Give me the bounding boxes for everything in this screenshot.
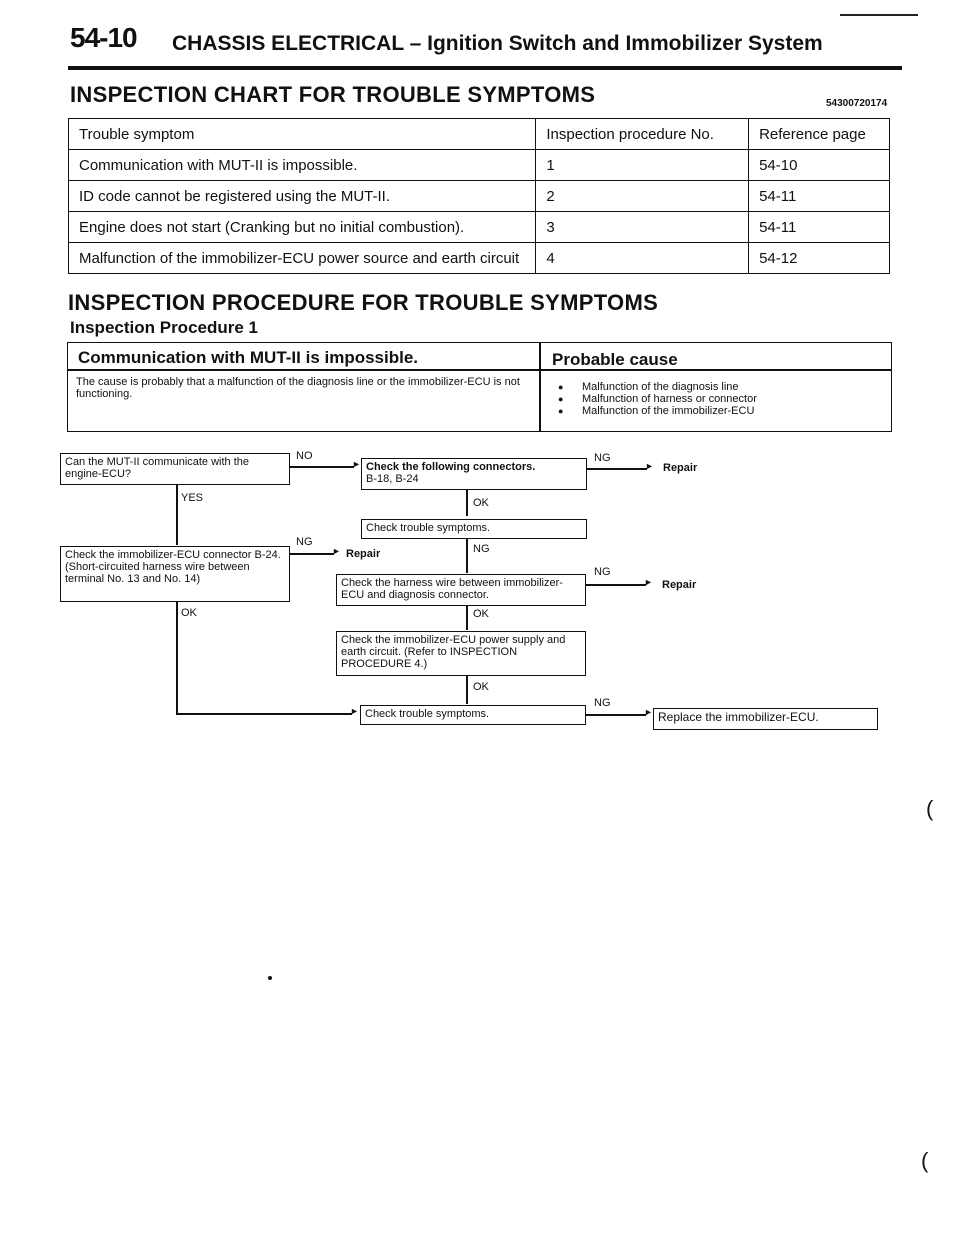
flow-label-ng: NG bbox=[296, 536, 313, 548]
probable-cause-header: Probable cause bbox=[552, 350, 678, 369]
flow-label-ng: NG bbox=[594, 566, 611, 578]
section-code: 54-10 bbox=[70, 22, 137, 53]
col-header: Inspection procedure No. bbox=[536, 119, 749, 150]
flow-connector bbox=[176, 485, 178, 545]
flow-connector bbox=[586, 714, 646, 716]
flow-label-ng: NG bbox=[594, 452, 611, 464]
scan-mark: ( bbox=[926, 796, 934, 821]
check-symptoms-final-box: Check trouble symptoms. bbox=[360, 705, 586, 725]
flow-question-box: Can the MUT-II communicate with the engine-ECU? bbox=[60, 453, 290, 485]
flow-connector bbox=[586, 584, 646, 586]
col-header: Trouble symptom bbox=[69, 119, 536, 150]
flow-connector bbox=[466, 676, 468, 704]
table-row bbox=[69, 150, 890, 181]
page-cell: 54-12 bbox=[749, 243, 890, 274]
chart-title: INSPECTION CHART FOR TROUBLE SYMPTOMS bbox=[70, 82, 596, 107]
replace-ecu-box: Replace the immobilizer-ECU. bbox=[653, 708, 878, 730]
page-cell: 54-10 bbox=[749, 150, 890, 181]
arrow-right-icon: ► bbox=[332, 546, 341, 556]
arrow-right-icon: ► bbox=[644, 707, 653, 717]
check-ecu-connector-note: (Short-circuited harness wire between terminal No. 13 and No. 14) bbox=[65, 561, 250, 585]
flow-label-ok: OK bbox=[473, 608, 489, 620]
repair-label: Repair bbox=[663, 462, 698, 474]
check-connectors-box bbox=[361, 458, 587, 490]
cause-item: ● Malfunction of the diagnosis line bbox=[558, 381, 757, 393]
flow-connector bbox=[466, 490, 468, 516]
scan-dot bbox=[268, 976, 272, 980]
flow-label-ng: NG bbox=[594, 697, 611, 709]
flow-connector bbox=[176, 713, 352, 715]
repair-label: Repair bbox=[346, 548, 381, 560]
symptom-cell: Communication with MUT-II is impossible. bbox=[69, 150, 536, 181]
flow-label-ng: NG bbox=[473, 543, 490, 555]
procedure-cell: 3 bbox=[536, 212, 749, 243]
table-header-row bbox=[69, 119, 890, 150]
flow-label-no: NO bbox=[296, 450, 313, 462]
flow-connector bbox=[587, 468, 647, 470]
top-rule bbox=[840, 14, 918, 16]
check-connectors-list: B-18, B-24 bbox=[366, 473, 419, 485]
flow-label-yes: YES bbox=[181, 492, 204, 504]
procedure-box-rule bbox=[67, 369, 892, 371]
check-symptoms-box: Check trouble symptoms. bbox=[361, 519, 587, 539]
check-connectors-title: Check the following connectors. bbox=[366, 461, 536, 473]
flow-connector bbox=[466, 606, 468, 630]
procedure-subtitle: Inspection Procedure 1 bbox=[70, 318, 258, 337]
check-power-box: Check the immobilizer-ECU power supply and earth circuit. (Refer to INSPECTION PROCEDURE 4.) bbox=[336, 631, 586, 676]
col-header: Reference page bbox=[749, 119, 890, 150]
procedure-cell: 4 bbox=[536, 243, 749, 274]
header-rule bbox=[68, 66, 902, 70]
table-row bbox=[69, 212, 890, 243]
page-cell: 54-11 bbox=[749, 212, 890, 243]
procedure-heading: INSPECTION PROCEDURE FOR TROUBLE SYMPTOMS bbox=[68, 290, 659, 315]
procedure-cell: 1 bbox=[536, 150, 749, 181]
symptom-cell: ID code cannot be registered using the MUT-II. bbox=[69, 181, 536, 212]
procedure-description: The cause is probably that a malfunction of the diagnosis line or the immobilizer-ECU is not functioning. bbox=[76, 376, 520, 400]
procedure-box-title: Communication with MUT-II is impossible. bbox=[78, 348, 419, 367]
symptom-cell: Engine does not start (Cranking but no initial combustion). bbox=[69, 212, 536, 243]
section-title: CHASSIS ELECTRICAL – Ignition Switch and Immobilizer System bbox=[172, 32, 823, 55]
repair-label: Repair bbox=[662, 579, 697, 591]
flow-connector bbox=[176, 602, 178, 714]
arrow-right-icon: ► bbox=[645, 461, 654, 471]
flow-label-ok: OK bbox=[473, 497, 489, 509]
table-row bbox=[69, 243, 890, 274]
check-ecu-connector-text: Check the immobilizer-ECU connector B-24. bbox=[65, 549, 281, 561]
procedure-cell: 2 bbox=[536, 181, 749, 212]
arrow-right-icon: ► bbox=[644, 577, 653, 587]
arrow-right-icon: ► bbox=[350, 706, 359, 716]
arrow-right-icon: ► bbox=[352, 459, 361, 469]
doc-number: 54300720174 bbox=[826, 98, 888, 109]
cause-item: ● Malfunction of the immobilizer-ECU bbox=[558, 405, 757, 417]
procedure-box-divider bbox=[539, 342, 541, 432]
page-cell: 54-11 bbox=[749, 181, 890, 212]
check-ecu-connector-box bbox=[60, 546, 290, 602]
flow-connector bbox=[466, 539, 468, 573]
flow-label-ok: OK bbox=[473, 681, 489, 693]
cause-list bbox=[558, 381, 757, 417]
check-harness-box: Check the harness wire between immobilizer-ECU and diagnosis connector. bbox=[336, 574, 586, 606]
table-row bbox=[69, 181, 890, 212]
symptom-table bbox=[68, 118, 890, 274]
symptom-cell: Malfunction of the immobilizer-ECU power source and earth circuit bbox=[69, 243, 536, 274]
cause-item: ● Malfunction of harness or connector bbox=[558, 393, 757, 405]
flow-label-ok: OK bbox=[181, 607, 197, 619]
flow-connector bbox=[290, 466, 354, 468]
scan-mark: ( bbox=[921, 1148, 929, 1173]
flow-connector bbox=[290, 553, 334, 555]
